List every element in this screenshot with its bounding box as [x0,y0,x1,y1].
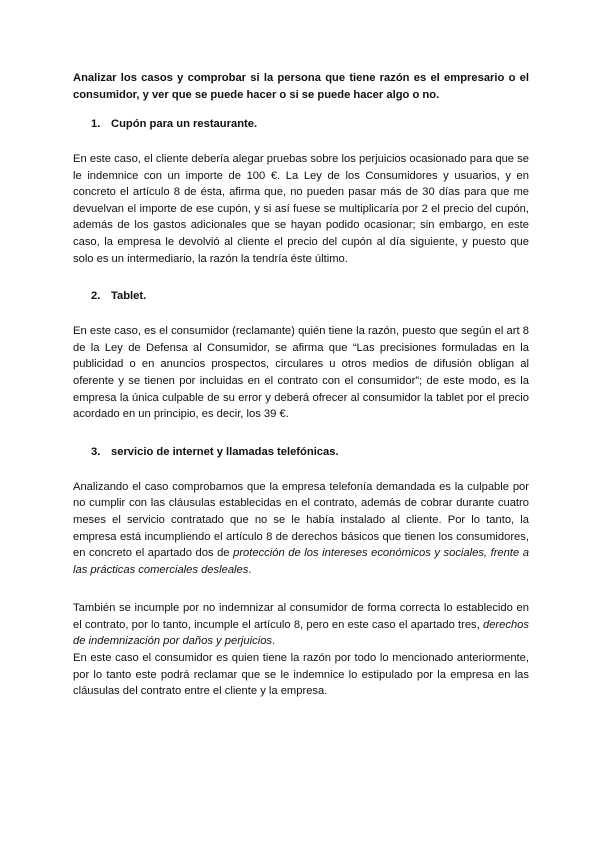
paragraph-cupon: En este caso, el cliente debería alegar pruebas sobre los perjuicios ocasionado para que se le indemnice con un importe de 100 €. La Ley de los Consumidores y usuarios, y en concreto el artículo 8 de ésta, afirma que, no pueden pasar más de 30 días para que me devuelvan el importe de ese cupón, y si así fuese se multiplicaría por 2 el precio del cupón, además de los gastos adicionales que se hayan podido ocasionar; sin embargo, en este caso, la empresa le devolvió al cliente el precio del cupón al día siguiente, y puesto que solo es un intermediario, la razón la tendría éste último. [73,153,529,265]
intro-instructions: Analizar los casos y comprobar si la persona que tiene razón es el empresario o el consumidor, y ver que se puede hacer o si se puede hacer algo o no. [73,72,529,101]
section-number: 3. [91,445,101,458]
section-heading-cupon [73,117,529,132]
paragraph-end: . [272,635,276,648]
paragraph-internet-indemnization [73,600,529,650]
paragraph-italic-citation: protección de los intereses económicos y sociales, frente a las prácticas comerciales desleales [73,547,529,576]
paragraph-internet-conclusion: En este caso el consumidor es quien tiene la razón por todo lo mencionado anteriormente, por lo tanto este podrá reclamar que se le indemnice lo estipulado por la empresa en las cláusulas del contrato entre el cliente y la empresa. [73,652,529,698]
paragraph-internet-analysis [73,479,529,579]
section-heading-tablet [73,289,529,304]
paragraph-end: . [248,563,252,576]
paragraph-text: Analizando el caso comprobamos que la empresa telefonía demandada es la culpable por no cumplir con las cláusulas establecidas en el contrato, además de cobrar durante cuatro meses el servicio contratado que no se le había instalado al cliente. Por lo tanto, la empresa está incumpliendo el artículo 8 de derechos básicos que tienen los consumidores, en concreto el apartado dos de [73,480,529,560]
section-title: servicio de internet y llamadas telefónicas. [111,445,339,458]
section-number: 1. [91,118,101,130]
section-number: 2. [91,290,101,303]
paragraph-italic-citation: derechos de indemnización por daños y perjuicios [73,618,529,648]
section-heading-internet [73,445,529,460]
document-page [73,70,529,722]
paragraph-text: También se incumple por no indemnizar al consumidor de forma correcta lo establecido en el contrato, por lo tanto, incumple el artículo 8, pero en este caso el apartado tres, [73,602,529,631]
paragraph-tablet: En este caso, es el consumidor (reclamante) quién tiene la razón, puesto que según el art 8 de la Ley de Defensa al Consumidor, se afirma que “Las precisiones formuladas en la publicidad o en anuncios prospectos, circulares u otros medios de difusión obligan al oferente y se tienen por incluidas en el contrato con el consumidor”; de este modo, es la empresa la única culpable de su error y deberá ofrecer al consumidor la tablet por el precio acordado en un principio, es decir, los 39 €. [73,325,529,421]
section-title: Tablet. [111,290,147,303]
section-title: Cupón para un restaurante. [111,118,258,130]
